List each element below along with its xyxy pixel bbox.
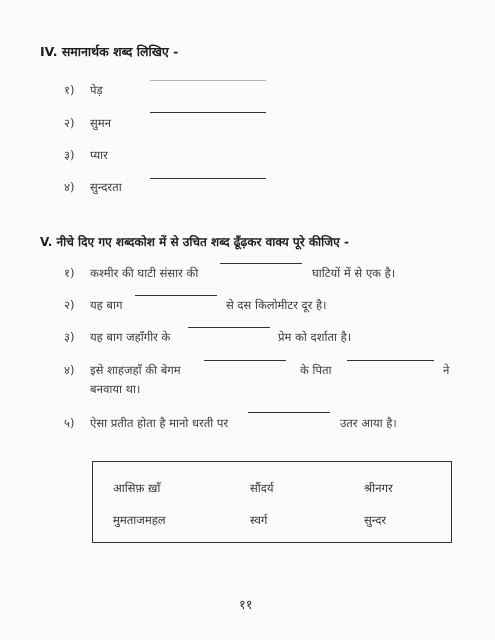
- section-v-title: V. नीचे दिए गए शब्दकोश में से उचित शब्द ढूँढ़कर वाक्य पूरे कीजिए -: [40, 235, 349, 249]
- sentence-start: कश्मीर की घाटी संसार की: [90, 266, 199, 280]
- section-v-item-number: ५): [64, 416, 75, 430]
- page-number: ११: [239, 598, 253, 613]
- sentence-end: उतर आया है।: [340, 416, 397, 430]
- sentence-start: यह बाग: [90, 298, 123, 312]
- answer-blank[interactable]: [248, 412, 330, 413]
- sentence-end: घाटियों में से एक है।: [312, 266, 396, 280]
- answer-blank[interactable]: [188, 327, 270, 328]
- section-iv-item-number: ४): [64, 180, 75, 194]
- answer-blank[interactable]: [347, 360, 434, 361]
- answer-blank[interactable]: [220, 263, 302, 264]
- sentence-middle: के पिता: [300, 363, 332, 377]
- answer-blank[interactable]: [150, 178, 266, 179]
- answer-blank[interactable]: [150, 80, 266, 81]
- word-bank-item: आसिफ़ ख़ाँ: [113, 481, 161, 495]
- word-bank: [92, 461, 452, 543]
- word-bank-item: श्रीनगर: [364, 481, 393, 495]
- sentence-start: ऐसा प्रतीत होता है मानो धरती पर: [90, 416, 229, 430]
- section-iv-word: सुमन: [90, 116, 112, 130]
- section-iv-title: IV. समानार्थक शब्द लिखिए -: [40, 44, 179, 59]
- answer-blank[interactable]: [204, 360, 286, 361]
- word-bank-item: सुन्दर: [364, 513, 387, 527]
- answer-blank[interactable]: [135, 295, 217, 296]
- section-iv-item-number: २): [64, 116, 75, 130]
- sentence-end: ने: [443, 363, 450, 377]
- section-iv-word: प्यार: [90, 148, 108, 162]
- section-v-item-number: १): [64, 266, 75, 280]
- sentence-end: से दस किलोमीटर दूर है।: [226, 298, 327, 312]
- answer-blank[interactable]: [150, 112, 266, 113]
- section-iv-word: पेड़: [90, 83, 103, 97]
- word-bank-item: सौंदर्य: [250, 481, 274, 495]
- sentence-continuation: बनवाया था।: [90, 382, 141, 396]
- section-iv-item-number: १): [64, 83, 75, 97]
- sentence-end: प्रेम को दर्शाता है।: [278, 330, 352, 344]
- section-v-item-number: ४): [64, 363, 75, 377]
- word-bank-item: मुमताजमहल: [113, 513, 166, 527]
- word-bank-item: स्वर्ग: [250, 513, 268, 527]
- section-v-item-number: २): [64, 298, 75, 312]
- section-iv-word: सुन्दरता: [90, 180, 122, 194]
- section-v-item-number: ३): [64, 330, 75, 344]
- sentence-start: इसे शाहजहाँ की बेगम: [90, 363, 181, 377]
- sentence-start: यह बाग जहाँगीर के: [90, 330, 171, 344]
- section-iv-item-number: ३): [64, 148, 75, 162]
